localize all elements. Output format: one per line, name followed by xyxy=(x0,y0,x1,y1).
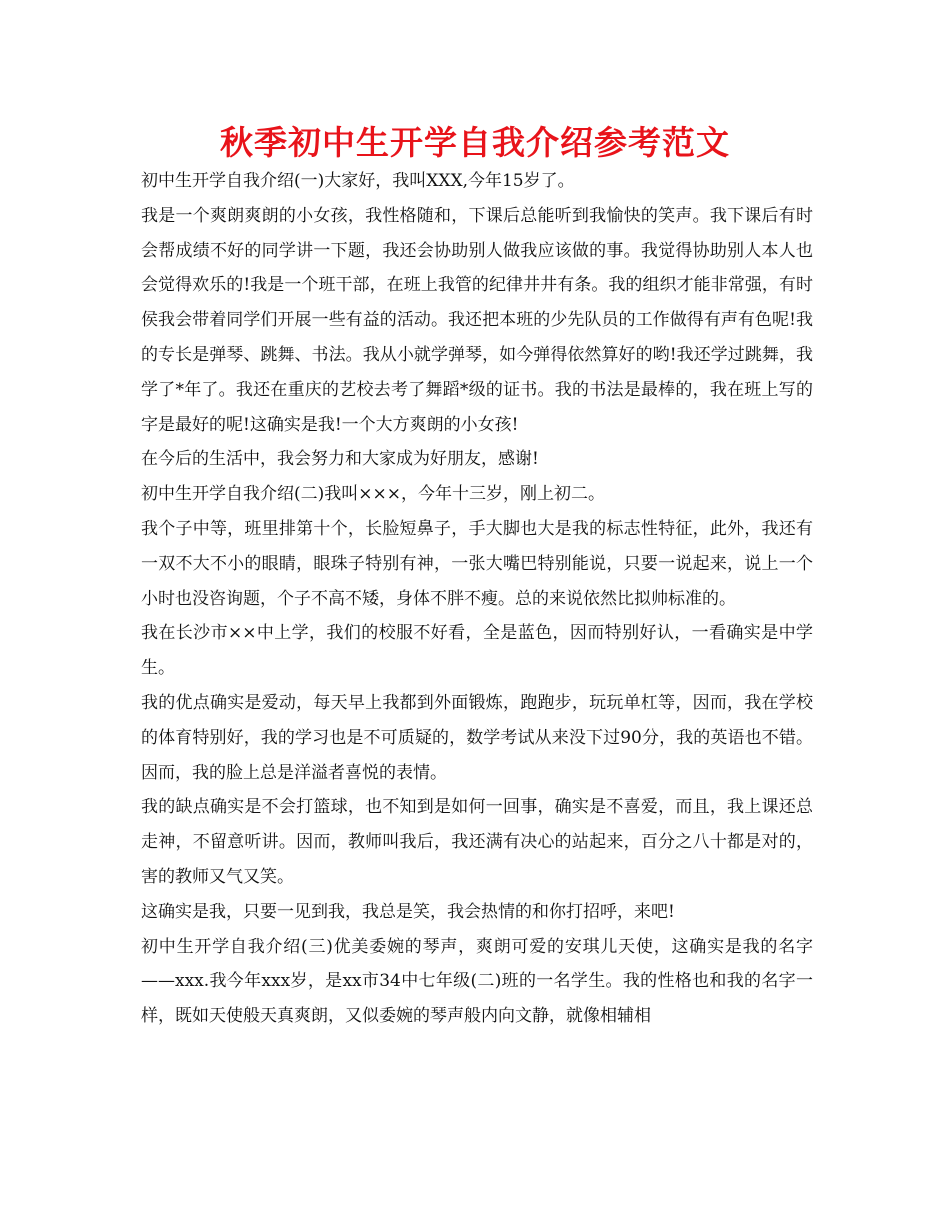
paragraph-3: 在今后的生活中，我会努力和大家成为好朋友，感谢! xyxy=(141,449,539,470)
paragraph-4: 初中生开学自我介绍(二)我叫×××，今年十三岁，刚上初二。 xyxy=(141,484,605,505)
paragraph-8: 我的缺点确实是不会打篮球，也不知到是如何一回事，确实是不喜爱，而且，我上课还总走神，不留意听讲。因而，教师叫我后，我还满有决心的站起来，百分之八十都是对的，害的教师又气又笑。 xyxy=(141,797,813,887)
paragraph-2: 我是一个爽朗爽朗的小女孩，我性格随和，下课后总能听到我愉快的笑声。我下课后有时会帮成绩不好的同学讲一下题，我还会协助别人做我应该做的事。我觉得协助别人本人也会觉得欢乐的!我是一个班干部，在班上我管的纪律井井有条。我的组织才能非常强，有时侯我会带着同学们开展一些有益的活动。我还把本班的少先队员的工作做得有声有色呢!我的专长是弹琴、跳舞、书法。我从小就学弹琴，如今弹得依然算好的哟!我还学过跳舞，我学了*年了。我还在重庆的艺校去考了舞蹈*级的证书。我的书法是最棒的，我在班上写的字是最好的呢!这确实是我!一个大方爽朗的小女孩! xyxy=(141,205,813,435)
paragraph-7: 我的优点确实是爱动，每天早上我都到外面锻炼，跑跑步，玩玩单杠等，因而，我在学校的体育特别好，我的学习也是不可质疑的，数学考试从来没下过90分，我的英语也不错。因而，我的脸上总是洋溢者喜悦的表情。 xyxy=(141,692,813,783)
paragraph-9: 这确实是我，只要一见到我，我总是笑，我会热情的和你打招呼，来吧! xyxy=(141,901,675,922)
document-title: 秋季初中生开学自我介绍参考范文 xyxy=(220,123,730,162)
paragraph-10: 初中生开学自我介绍(三)优美委婉的琴声，爽朗可爱的安琪儿天使，这确实是我的名字——xxx.我今年xxx岁，是xx市34中七年级(二)班的一名学生。我的性格也和我的名字一样，既如天使般天真爽朗，又似委婉的琴声般内向文静，就像相辅相 xyxy=(141,936,813,1027)
paragraph-5: 我个子中等，班里排第十个，长脸短鼻子，手大脚也大是我的标志性特征，此外，我还有一双不大不小的眼睛，眼珠子特别有神，一张大嘴巴特别能说，只要一说起来，说上一个小时也没咨询题，个子不高不矮，身体不胖不瘦。总的来说依然比拟帅标准的。 xyxy=(141,518,813,609)
paragraph-6: 我在长沙市××中上学，我们的校服不好看，全是蓝色，因而特别好认，一看确实是中学生。 xyxy=(141,623,813,679)
document-body xyxy=(141,164,813,1034)
paragraph-1: 初中生开学自我介绍(一)大家好，我叫XXX,今年15岁了。 xyxy=(141,171,575,191)
